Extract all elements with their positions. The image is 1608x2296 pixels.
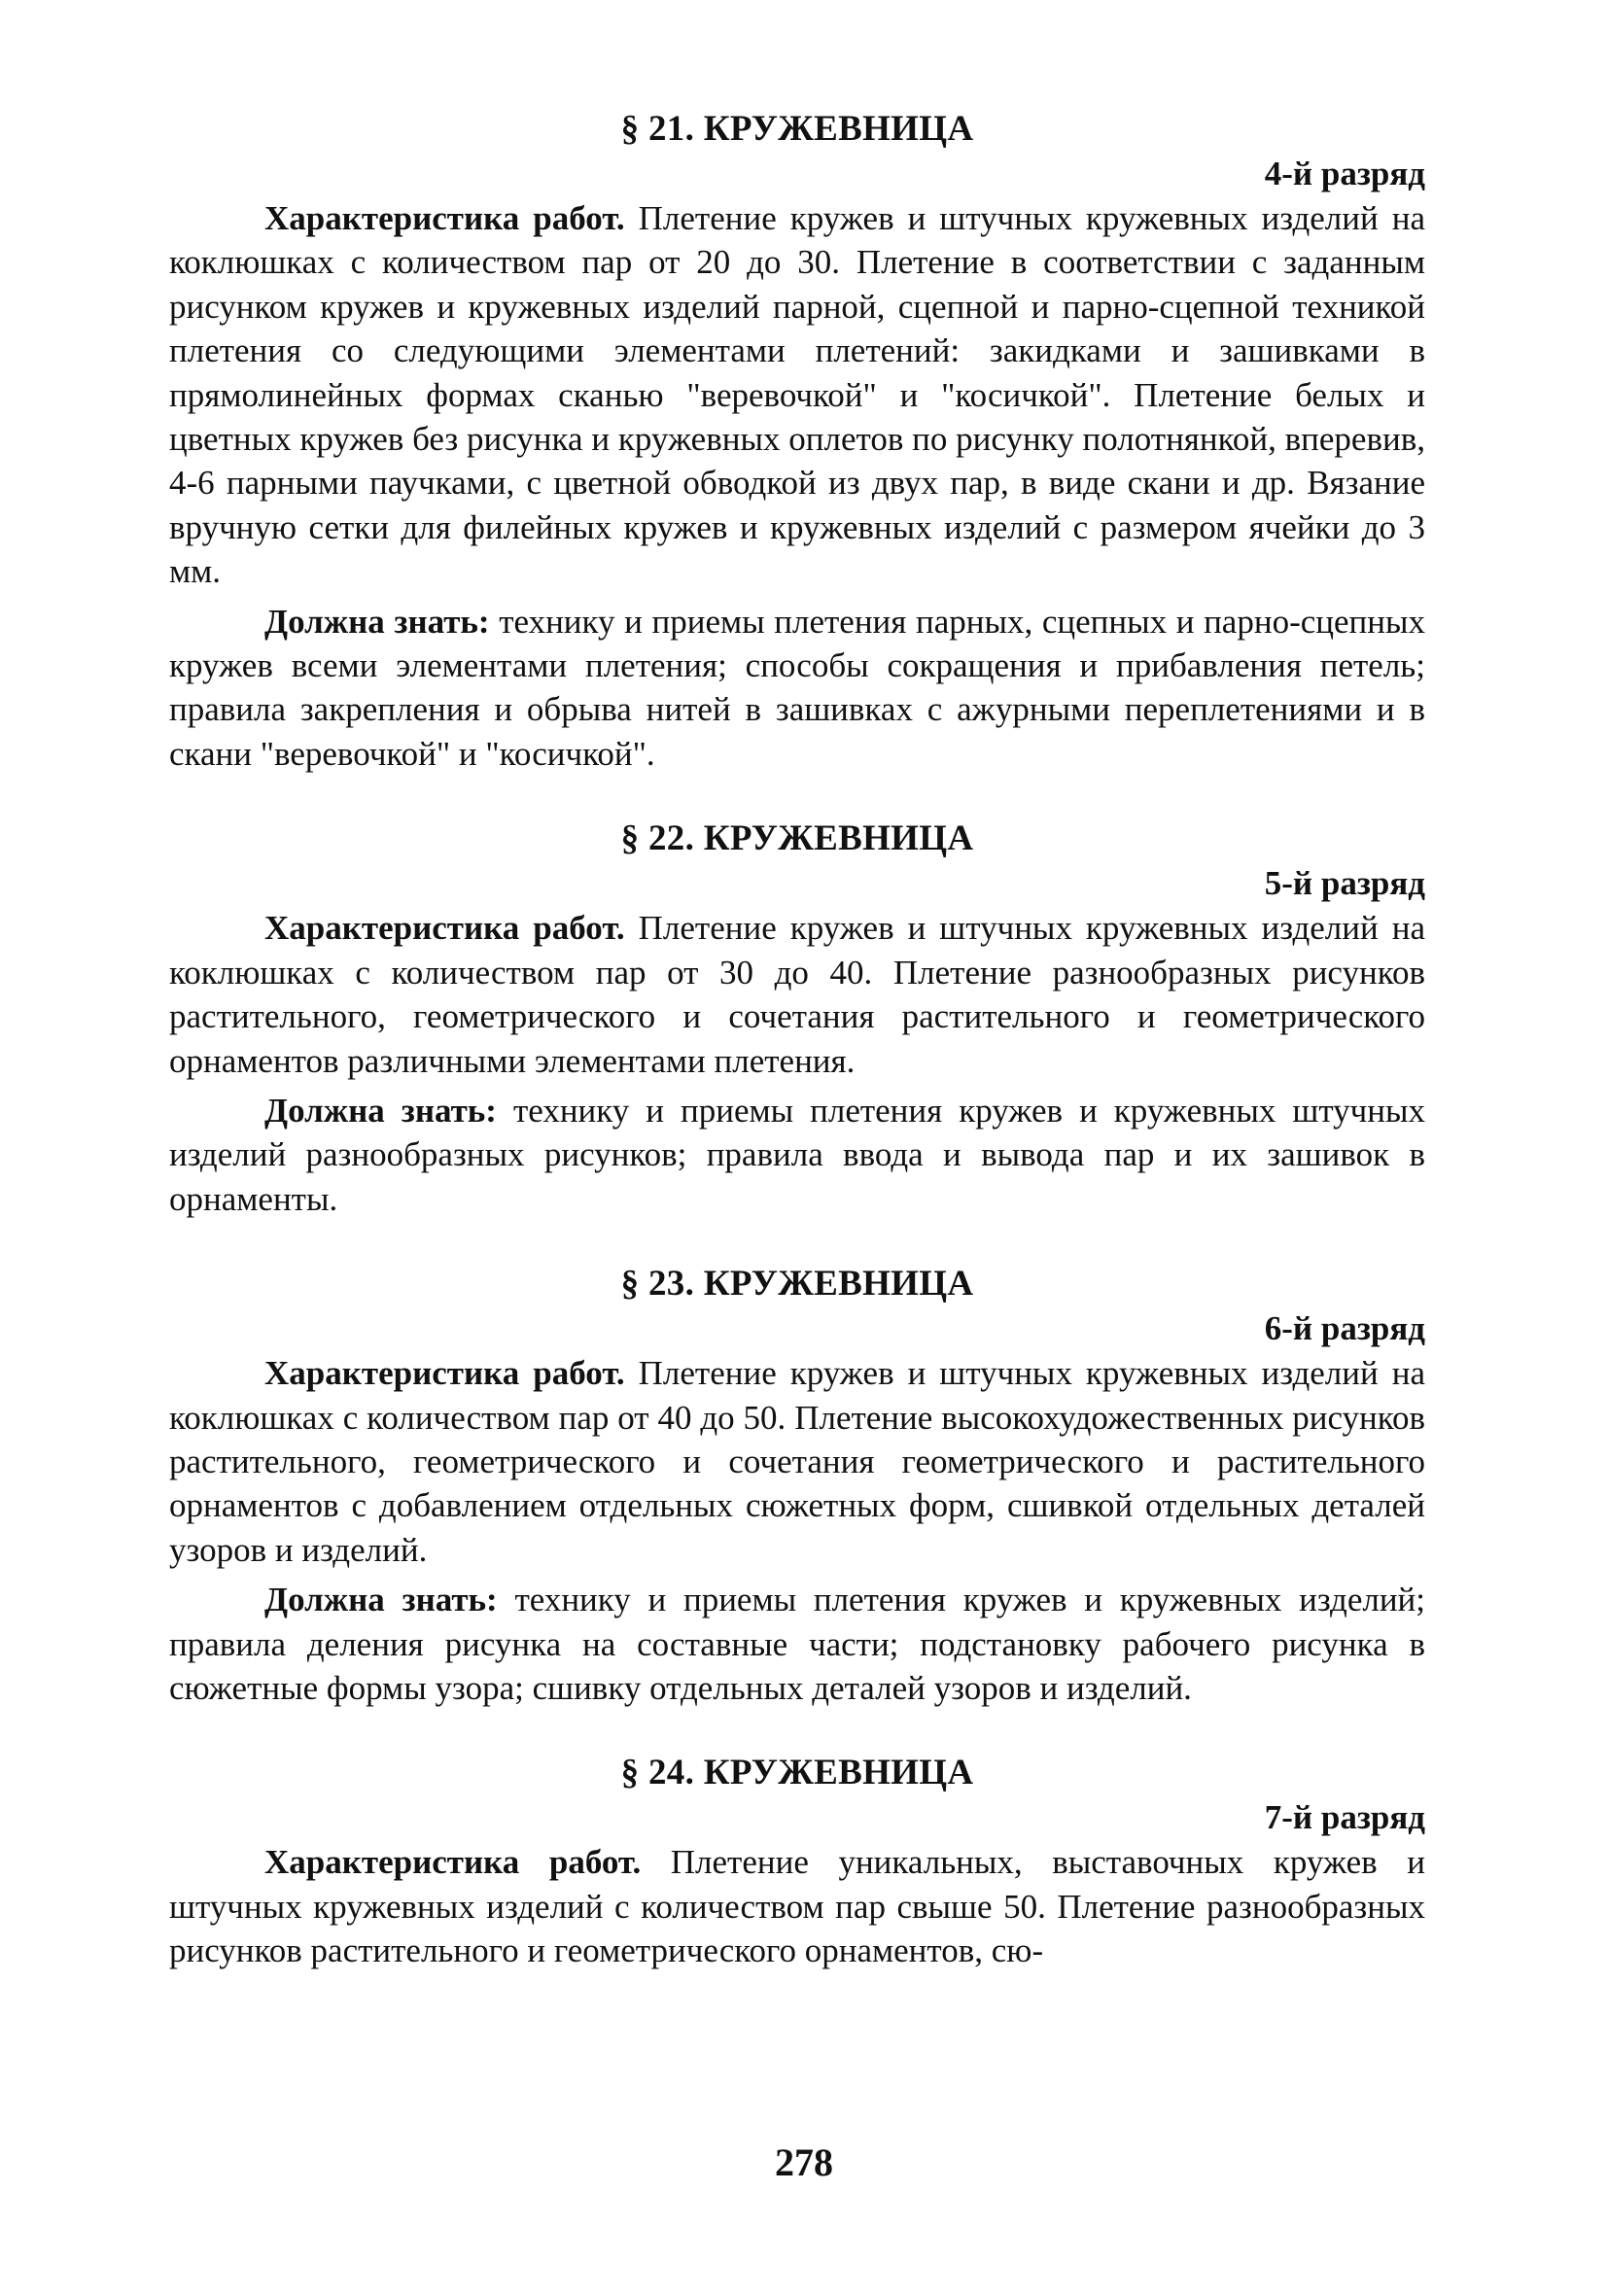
characteristics-paragraph: [169, 1351, 1425, 1572]
characteristics-label: Характеристика работ.: [264, 1354, 625, 1393]
page-body: [169, 107, 1425, 1973]
characteristics-paragraph: [169, 1840, 1425, 1972]
section-21: [169, 107, 1425, 776]
section-title: § 24. КРУЖЕВНИЦА: [620, 1753, 974, 1793]
grade-label: 5-й разряд: [1264, 864, 1425, 903]
characteristics-text: Плетение уникальных, выставочных кружев и штучных кружевных изделий с количеством пар свыше 50. Плетение разнообразных рисунков растительного и геометрического орнаментов, сю-: [169, 1843, 1425, 1970]
characteristics-label: Характеристика работ.: [264, 909, 625, 948]
section-title: § 21. КРУЖЕВНИЦА: [620, 109, 974, 149]
knowledge-label: Должна знать:: [264, 1581, 498, 1619]
knowledge-label: Должна знать:: [264, 602, 490, 641]
grade-label: 7-й разряд: [1264, 1798, 1425, 1837]
characteristics-paragraph: [169, 196, 1425, 594]
grade-label: 4-й разряд: [1264, 155, 1425, 192]
section-title: § 22. КРУЖЕВНИЦА: [620, 818, 974, 859]
knowledge-label: Должна знать:: [264, 1091, 497, 1130]
section-23: [169, 1262, 1425, 1710]
section-24: [169, 1751, 1425, 1972]
characteristics-label: Характеристика работ.: [264, 1843, 642, 1882]
characteristics-paragraph: [169, 906, 1425, 1083]
section-22: [169, 817, 1425, 1221]
knowledge-text: технику и приемы плетения кружев и кружевных изделий; правила деления рисунка на составные части; подстановку рабочего рисунка в сюжетные формы узора; сшивку отдельных деталей узоров и изделий.: [169, 1581, 1426, 1707]
characteristics-text: Плетение кружев и штучных кружевных изделий на коклюшках с количеством пар от 40 до 50. Плетение высокохудожественных рисунков растительного, геометрического и сочетания геометрического и растительного орнаментов с добавлением отдельных сюжетных форм, сшивкой отдельных деталей узоров и изделий.: [169, 1354, 1425, 1569]
knowledge-paragraph: [169, 600, 1425, 777]
section-title: § 23. КРУЖЕВНИЦА: [620, 1264, 974, 1305]
knowledge-paragraph: [169, 1578, 1425, 1710]
grade-label: 6-й разряд: [1264, 1309, 1425, 1348]
characteristics-text: Плетение кружев и штучных кружевных изделий на коклюшках с количеством пар от 30 до 40. Плетение разнообразных рисунков растительного, геометрического и сочетания растительного и геометрического орнаментов различными элементами плетения.: [169, 909, 1425, 1080]
knowledge-text: технику и приемы плетения кружев и кружевных штучных изделий разнообразных рисунков; правила ввода и вывода пар и их зашивок в орнаменты.: [169, 1091, 1426, 1218]
characteristics-label: Характеристика работ.: [264, 199, 625, 237]
knowledge-paragraph: [169, 1089, 1425, 1221]
page-number: 278: [775, 2140, 833, 2184]
characteristics-text: Плетение кружев и штучных кружевных изделий на коклюшках с количеством пар от 20 до 30. Плетение в соответствии с заданным рисунком кружев и кружевных изделий парной, сцепной и парно-сцепной техникой плетения со следующими элементами плетений: закидками и зашивками в прямолинейных формах сканью "веревочкой" и "косичкой". Плетение белых и цветных кружев без рисунка и кружевных оплетов по рисунку полотнянкой, вперевив, 4-6 парными паучками, с цветной обводкой из двух пар, в виде скани и др. Вязание вручную сетки для филейных кружев и кружевных изделий с размером ячейки до 3 мм.: [169, 199, 1425, 591]
knowledge-text: технику и приемы плетения парных, сцепных и парно-сцепных кружев всеми элементами плетения; способы сокращения и прибавления петель; правила закрепления и обрыва нитей в зашивках с ажурными переплетениями и в скани "веревочкой" и "косичкой".: [169, 602, 1425, 773]
